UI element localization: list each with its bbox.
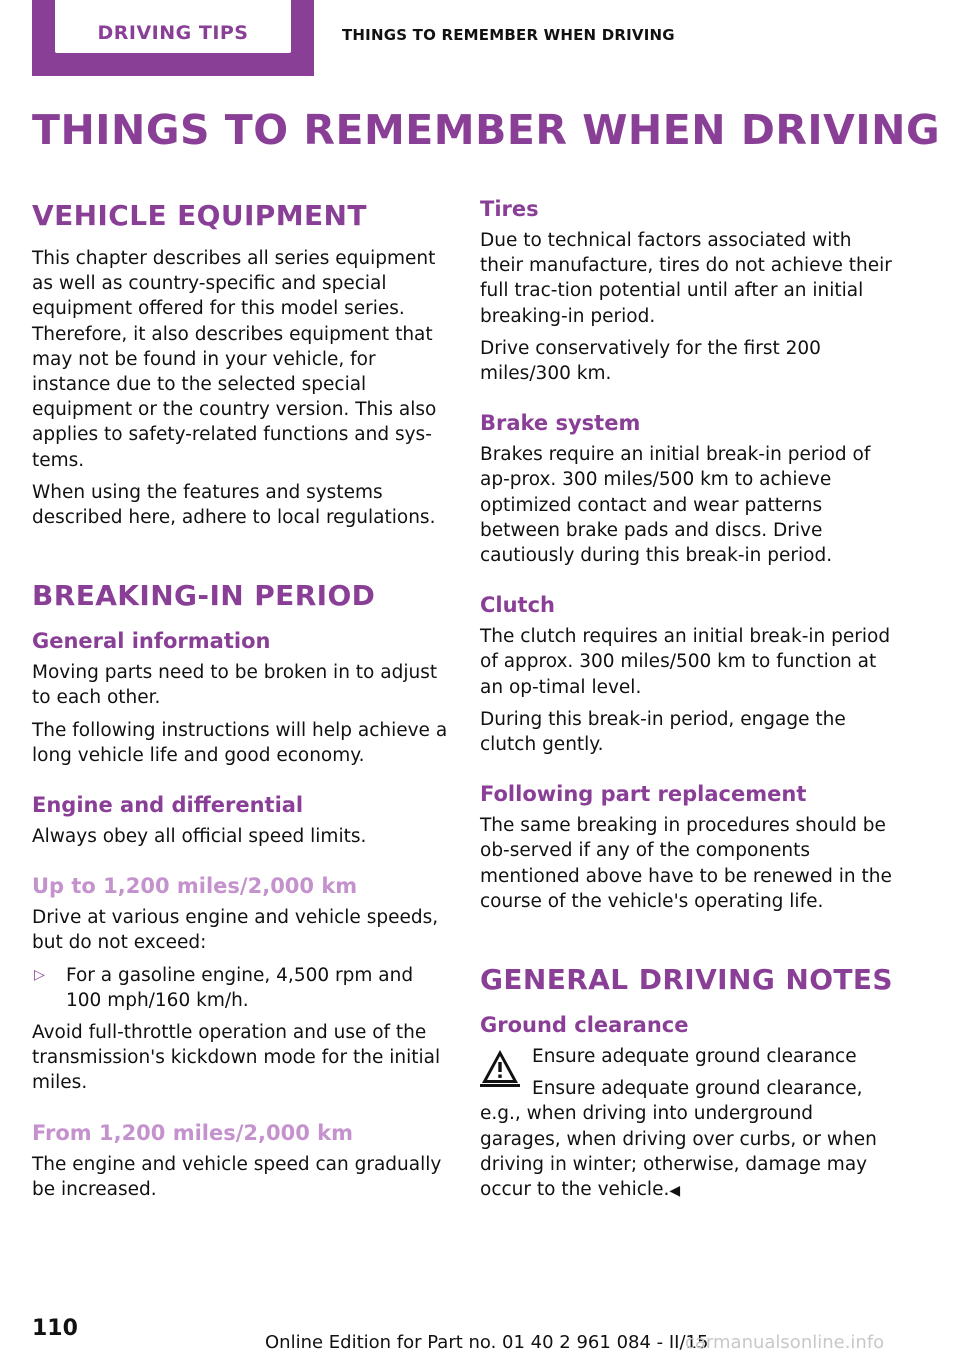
right-column (480, 194, 898, 1211)
vehicle-equipment-paragraph-2: When using the features and systems described here, adhere to local regulations. (32, 481, 436, 529)
page-number: 110 (32, 1316, 78, 1341)
tires-heading: Tires (480, 197, 539, 221)
warning-triangle-icon (480, 1047, 520, 1087)
chapter-tab-label: DRIVING TIPS (97, 22, 249, 44)
from-1200-heading: From 1,200 miles/2,000 km (32, 1120, 353, 1145)
speed-limit-list (32, 963, 450, 1013)
tires-paragraph-1: Due to technical factors associated with their manufacture, tires do not achieve their full trac‐tion potential until after an initial breaking-in period. (480, 230, 892, 327)
page-title: THINGS TO REMEMBER WHEN DRIVING (32, 106, 941, 154)
warning-body: Ensure adequate ground clearance, e.g., when driving into underground garages, when driving over curbs, or when driving in winter; otherwise, damage may occur to the vehicle. (480, 1078, 877, 1201)
running-header: THINGS TO REMEMBER WHEN DRIVING (342, 26, 675, 44)
triangle-bullet-icon: ▷ (34, 966, 45, 983)
watermark: carmanualsonline.info (685, 1332, 885, 1353)
list-item (32, 963, 450, 1013)
general-driving-notes-heading: GENERAL DRIVING NOTES (480, 963, 893, 997)
engine-differential-heading: Engine and differential (32, 793, 304, 818)
up-to-1200-paragraph-1: Drive at various engine and vehicle speeds, but do not exceed: (32, 907, 439, 954)
up-to-1200-paragraph-2: Avoid full-throttle operation and use of the transmission's kickdown mode for the initial miles. (32, 1022, 441, 1094)
clutch-heading: Clutch (480, 593, 555, 618)
brake-system-paragraph: Brakes require an initial break-in period of ap‐prox. 300 miles/500 km to achieve optimized contact and wear patterns between brake pads and discs. Drive cautiously during this break-in period. (480, 444, 871, 567)
vehicle-equipment-heading: VEHICLE EQUIPMENT (32, 199, 367, 232)
tires-paragraph-2: Drive conservatively for the first 200 miles/300 km. (480, 337, 821, 385)
list-item-text: For a gasoline engine, 4,500 rpm and 100 mph/160 km/h. (66, 964, 414, 1011)
up-to-1200-heading: Up to 1,200 miles/2,000 km (32, 874, 358, 899)
from-1200-paragraph: The engine and vehicle speed can gradually be increased. (32, 1153, 442, 1200)
general-information-paragraph-1: Moving parts need to be broken in to adjust to each other. (32, 662, 438, 709)
warning-body-wrapper (480, 1076, 898, 1204)
vehicle-equipment-paragraph-1: This chapter describes all series equipment as well as country-specific and special equipment offered for this model series. Therefore, it also describes equipment that may not be found in your vehicle, for instance due to the selected special equipment or the country version. This also applies to safety-related functions and sys‐tems. (32, 248, 437, 471)
end-of-note-icon: ◀ (669, 1183, 681, 1200)
ground-clearance-heading: Ground clearance (480, 1013, 689, 1038)
clutch-paragraph-2: During this break-in period, engage the clutch gently. (480, 708, 846, 756)
general-information-heading: General information (32, 629, 271, 654)
edition-footer: Online Edition for Part no. 01 40 2 961 084 - II/15 (265, 1332, 709, 1353)
engine-differential-paragraph: Always obey all official speed limits. (32, 826, 367, 848)
left-column (32, 196, 450, 1209)
warning-note (480, 1044, 898, 1204)
brake-system-heading: Brake system (480, 411, 641, 436)
breaking-in-heading: BREAKING-IN PERIOD (32, 579, 376, 613)
part-replacement-paragraph: The same breaking in procedures should be ob‐served if any of the components mentioned above have to be renewed in the course of the vehicle's operating life. (480, 815, 892, 912)
general-information-paragraph-2: The following instructions will help achieve a long vehicle life and good economy. (32, 719, 448, 766)
warning-title: Ensure adequate ground clearance (532, 1046, 857, 1068)
clutch-paragraph-1: The clutch requires an initial break-in period of approx. 300 miles/500 km to function at an op‐timal level. (480, 626, 891, 698)
part-replacement-heading: Following part replacement (480, 782, 807, 807)
